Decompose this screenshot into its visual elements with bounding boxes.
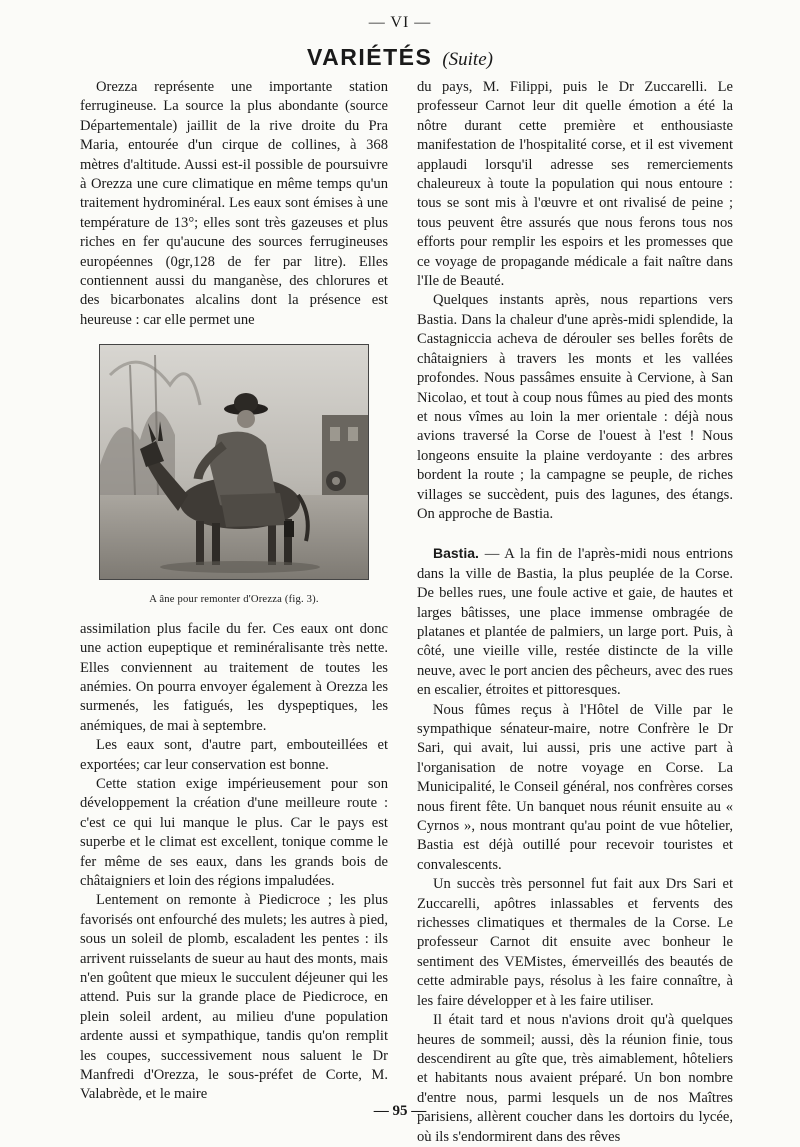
section-header xyxy=(0,44,800,71)
photo-frame xyxy=(99,344,369,580)
figure-donkey-photo xyxy=(80,344,388,609)
paragraph-hotel-de-ville: Nous fûmes reçus à l'Hôtel de Ville par le sympathique sénateur-maire, notre Confrère le Dr Sari, qui avait, lui aussi, pris une active part à l'organisation de notre voyage en Corse. La Municipalité, le Conseil général, nos confrères corses nous firent fête. Un banquet nous réunit ensuite au « Cyrnos », nous montrant qu'au point de vue hôtelier, Bastia est déjà outillé pour recevoir touristes et convalescents. xyxy=(417,701,733,873)
bastia-run-in-heading: Bastia. xyxy=(433,545,479,562)
paragraph-success: Un succès très personnel fut fait aux Drs Sari et Zuccarelli, apôtres inlassables et fervents des richesses climatiques et thermales de la Corse. Le professeur Carnot dit ensuite avec bonheur le sentiment des VEMistes, émerveillés des beautés de cette admirable pays, résolus à les faire connaître, à les faire développer et à les faire utiliser. xyxy=(417,876,733,1009)
paragraph-road: Cette station exige impérieusement pour son développement la création d'une meilleure route : c'est ce qui lui manque le plus. Car le pays est superbe et le climat est excellent, tonique comme le fer même de ses eaux, dans les grands bois de châtaigniers et loin des régions impaludées. xyxy=(80,775,388,889)
paragraph-speech-continued: du pays, M. Filippi, puis le Dr Zuccarelli. Le professeur Carnot leur dit quelle émotion a été la nôtre durant cette première et enthousiaste manifestation de l'hospitalité corse, et il est vivement applaudi lorsqu'il adresse ses remerciements chaleureux à toute la population qui nous entoure : tous se sont mis à l'œuvre et ont rivalisé de peine ; tous peuvent être assurés que nous ferons tous nos efforts pour remplir les espoirs et les promesses que ce voyage de propagande médicale a fait naître dans l'Ile de Beauté. xyxy=(417,79,733,290)
paragraph-export: Les eaux sont, d'autre part, embouteillées et exportées; car leur conservation est bonne. xyxy=(80,737,388,773)
left-column xyxy=(80,78,388,1105)
section-subtitle: (Suite) xyxy=(442,49,493,70)
right-column xyxy=(417,78,733,1147)
roman-folio: — VI — xyxy=(368,14,432,31)
donkey-rider-photo xyxy=(100,345,368,579)
paragraph-piedicroce: Lentement on remonte à Piedicroce ; les plus favorisés ont enfourché des mulets; les autres à pied, sous un soleil de plomb, escaladent les pentes : ils arrivent ruisselants de sueur au haut des monts, mais n'en goûtent que mieux le succulent déjeuner qui les attend. Puis sur la grande place de Piedicroce, en plein soleil ardent, au milieu d'une population ardente aussi et sympathique, tandis qu'on remplit les coupes, successivement nous saluent le Dr Manfredi d'Orezza, le sous-préfet de Corte, M. Valabrède, et le maire xyxy=(80,892,388,1103)
paragraph-bastia xyxy=(417,544,733,700)
paragraph-journey-bastia: Quelques instants après, nous repartions vers Bastia. Dans la chaleur d'une après-midi splendide, la Castagniccia acheva de dérouler ses belles forêts de châtaigniers à travers les monts et les vallées profondes. Nous passâmes ensuite à Cervione, à San Nicolao, et tout à coup nous fûmes au pied des monts et nous vîmes au loin la mer orientale : déjà nous avions traversé la Corse de l'ouest à l'est ! Nous longeons ensuite la plaine verdoyante : des arbres bordent la route ; la campagne se peuple, de riches villages se succèdent, puis des lagunes, des étangs. On approche de Bastia. xyxy=(417,292,733,522)
paragraph-orezza-intro: Orezza représente une importante station ferrugineuse. La source la plus abondante (source Départementale) jaillit de la rive droite du Pra Maria, entourée d'un cirque de collines, à 368 mètres d'altitude. Aussi est-il possible de poursuivre à Orezza une cure climatique en même temps qu'un traitement hydrominéral. Les eaux sont émises à une température de 13°; elles sont très gazeuses et plus riches en fer qu'aucune des sources ferrugineuses européennes (0gr,128 de fer par litre). Elles contiennent aussi du manganèse, des chlorures et des bicarbonates alcalins dont la présence est heureuse : car elle permet une xyxy=(80,79,388,328)
section-title: VARIÉTÉS xyxy=(307,44,433,70)
figure-caption: A âne pour remonter d'Orezza (fig. 3). xyxy=(149,594,319,606)
bastia-paragraph-text: — A la fin de l'après-midi nous entrions dans la ville de Bastia, la plus peuplée de la Corse. De belles rues, une foule active et gaie, de hautes et larges bâtisses, une place immense ombragée de platanes et plantée de palmiers, un large port. Puis, à côté, une vieille ville, restée distincte de la ville neuve, avec le port ancien des pêcheurs, avec des rues en escalier, étroites et pittoresques. xyxy=(417,546,733,699)
paragraph-late-night: Il était tard et nous n'avions droit qu'à quelques heures de sommeil; aussi, dès la réunion finie, tous descendirent au gîte que, très aimablement, hôteliers et habitants nous avaient préparé. Un bon nombre d'entre nous, parmi lesquels un de nos Maîtres parisiens, allèrent coucher dans les dortoirs du lycée, où ils s'endormirent dans des rêves xyxy=(417,1012,733,1145)
paragraph-orezza-continued: assimilation plus facile du fer. Ces eaux ont donc une action eupeptique et reminéralisante très nette. Elles conviennent au traitement de toutes les anémies. On pourra envoyer également à Orezza les surmenés, les fatigués, les dyspeptiques, les anémiques, de mai à septembre. xyxy=(80,620,388,734)
page-number: — 95 — xyxy=(373,1103,427,1119)
